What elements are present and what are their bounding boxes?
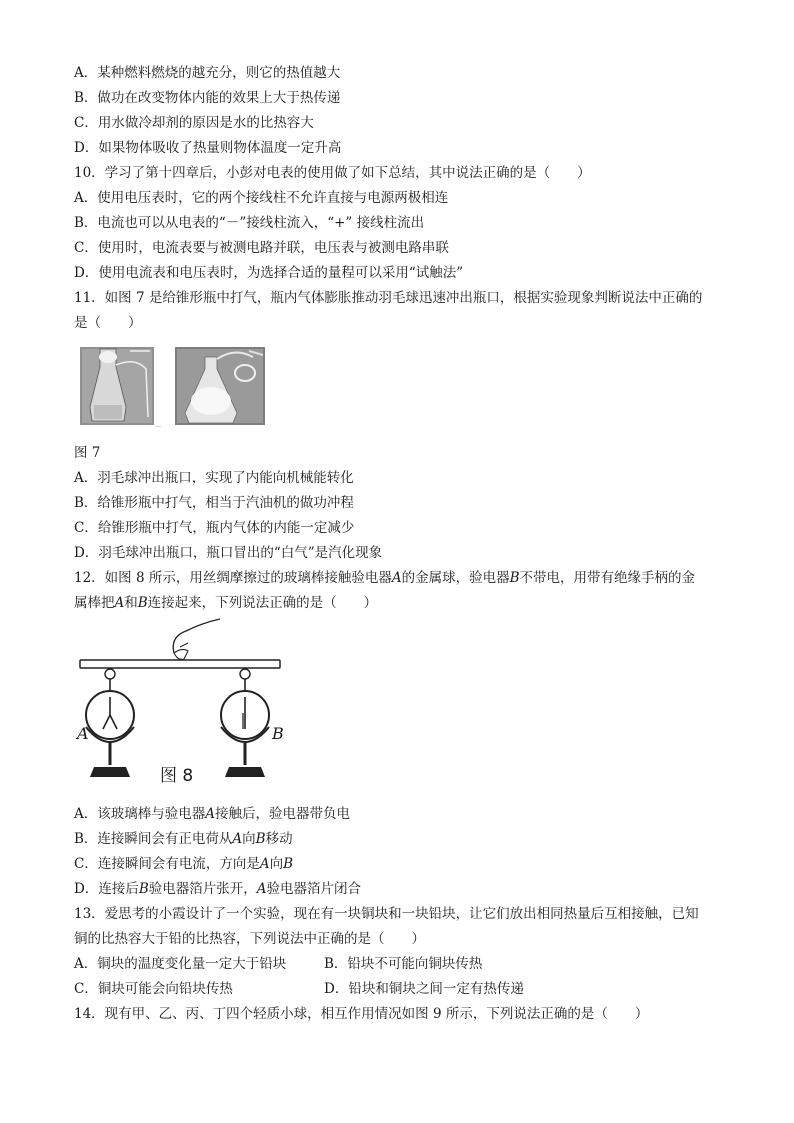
q13-stem-line1: 13．爱思考的小霞设计了一个实验，现在有一块铜块和一块铅块，让它们放出相同热量后互相接触，已知 <box>74 906 699 922</box>
q9-option-a: A．某种燃料燃烧的越充分，则它的热值越大 <box>74 65 341 81</box>
q9-option-b: B．做功在改变物体内能的效果上大于热传递 <box>74 90 341 106</box>
q12-stem-line1: 12．如图 8 所示，用丝绸摩擦过的玻璃棒接触验电器A的金属球，验电器B不带电，用带有绝缘手柄的金 <box>74 570 696 586</box>
q12-option-c: C．连接瞬间会有电流，方向是A向B <box>74 856 294 872</box>
q12-option-b: B．连接瞬间会有正电荷从A向B移动 <box>74 831 293 847</box>
q12-option-a: A．该玻璃棒与验电器A接触后，验电器带负电 <box>74 806 350 822</box>
q10-option-b: B．电流也可以从电表的“－”接线柱流入，“+” 接线柱流出 <box>74 215 425 231</box>
figure7-dash-mark: — <box>156 424 161 430</box>
q11-option-a: A．羽毛球冲出瓶口，实现了内能向机械能转化 <box>74 470 354 486</box>
q13-option-b: B．铅块不可能向铜块传热 <box>324 956 483 972</box>
q13-option-a: A．铜块的温度变化量一定大于铅块 <box>74 956 287 972</box>
q11-stem-line2: 是（ ） <box>74 315 142 331</box>
q13-option-d: D．铅块和铜块之间一定有热传递 <box>324 981 524 997</box>
q10-option-d: D．使用电流表和电压表时，为选择合适的量程可以采用“试触法” <box>74 265 464 281</box>
q11-stem-line1: 11．如图 7 是给锥形瓶中打气，瓶内气体膨胀推动羽毛球迅速冲出瓶口，根据实验现象判断说法中正确的 <box>74 290 703 306</box>
q12-stem-line2: 属棒把A和B连接起来，下列说法正确的是（ ） <box>74 595 378 611</box>
q9-option-d: D．如果物体吸收了热量则物体温度一定升高 <box>74 140 342 156</box>
q9-option-c: C．用水做冷却剂的原因是水的比热容大 <box>74 115 314 131</box>
q13-stem-line2: 铜的比热容大于铅的比热容，下列说法中正确的是（ ） <box>74 931 425 947</box>
q11-option-d: D．羽毛球冲出瓶口，瓶口冒出的“白气”是汽化现象 <box>74 545 383 561</box>
q10-option-c: C．使用时，电流表要与被测电路并联，电压表与被测电路串联 <box>74 240 449 256</box>
q12-option-d: D．连接后B验电器箔片张开，A验电器箔片闭合 <box>74 881 361 897</box>
figure7-photo-left <box>80 347 154 425</box>
q13-option-c: C．铜块可能会向铅块传热 <box>74 981 233 997</box>
figure8-label-a: A <box>77 724 89 743</box>
q10-stem: 10．学习了第十四章后，小彭对电表的使用做了如下总结，其中说法正确的是（ ） <box>74 165 591 181</box>
q10-option-a: A．使用电压表时，它的两个接线柱不允许直接与电源两极相连 <box>74 190 449 206</box>
q14-stem: 14．现有甲、乙、丙、丁四个轻质小球，相互作用情况如图 9 所示，下列说法正确的是（ ） <box>74 1006 649 1022</box>
q11-option-b: B．给锥形瓶中打气，相当于汽油机的做功冲程 <box>74 495 354 511</box>
q11-option-c: C．给锥形瓶中打气，瓶内气体的内能一定减少 <box>74 520 355 536</box>
figure8-caption: 图 8 <box>160 766 194 786</box>
figure7-photo-right <box>175 347 265 425</box>
figure7-label: 图 7 <box>74 445 101 461</box>
figure8-label-b: B <box>272 724 284 743</box>
